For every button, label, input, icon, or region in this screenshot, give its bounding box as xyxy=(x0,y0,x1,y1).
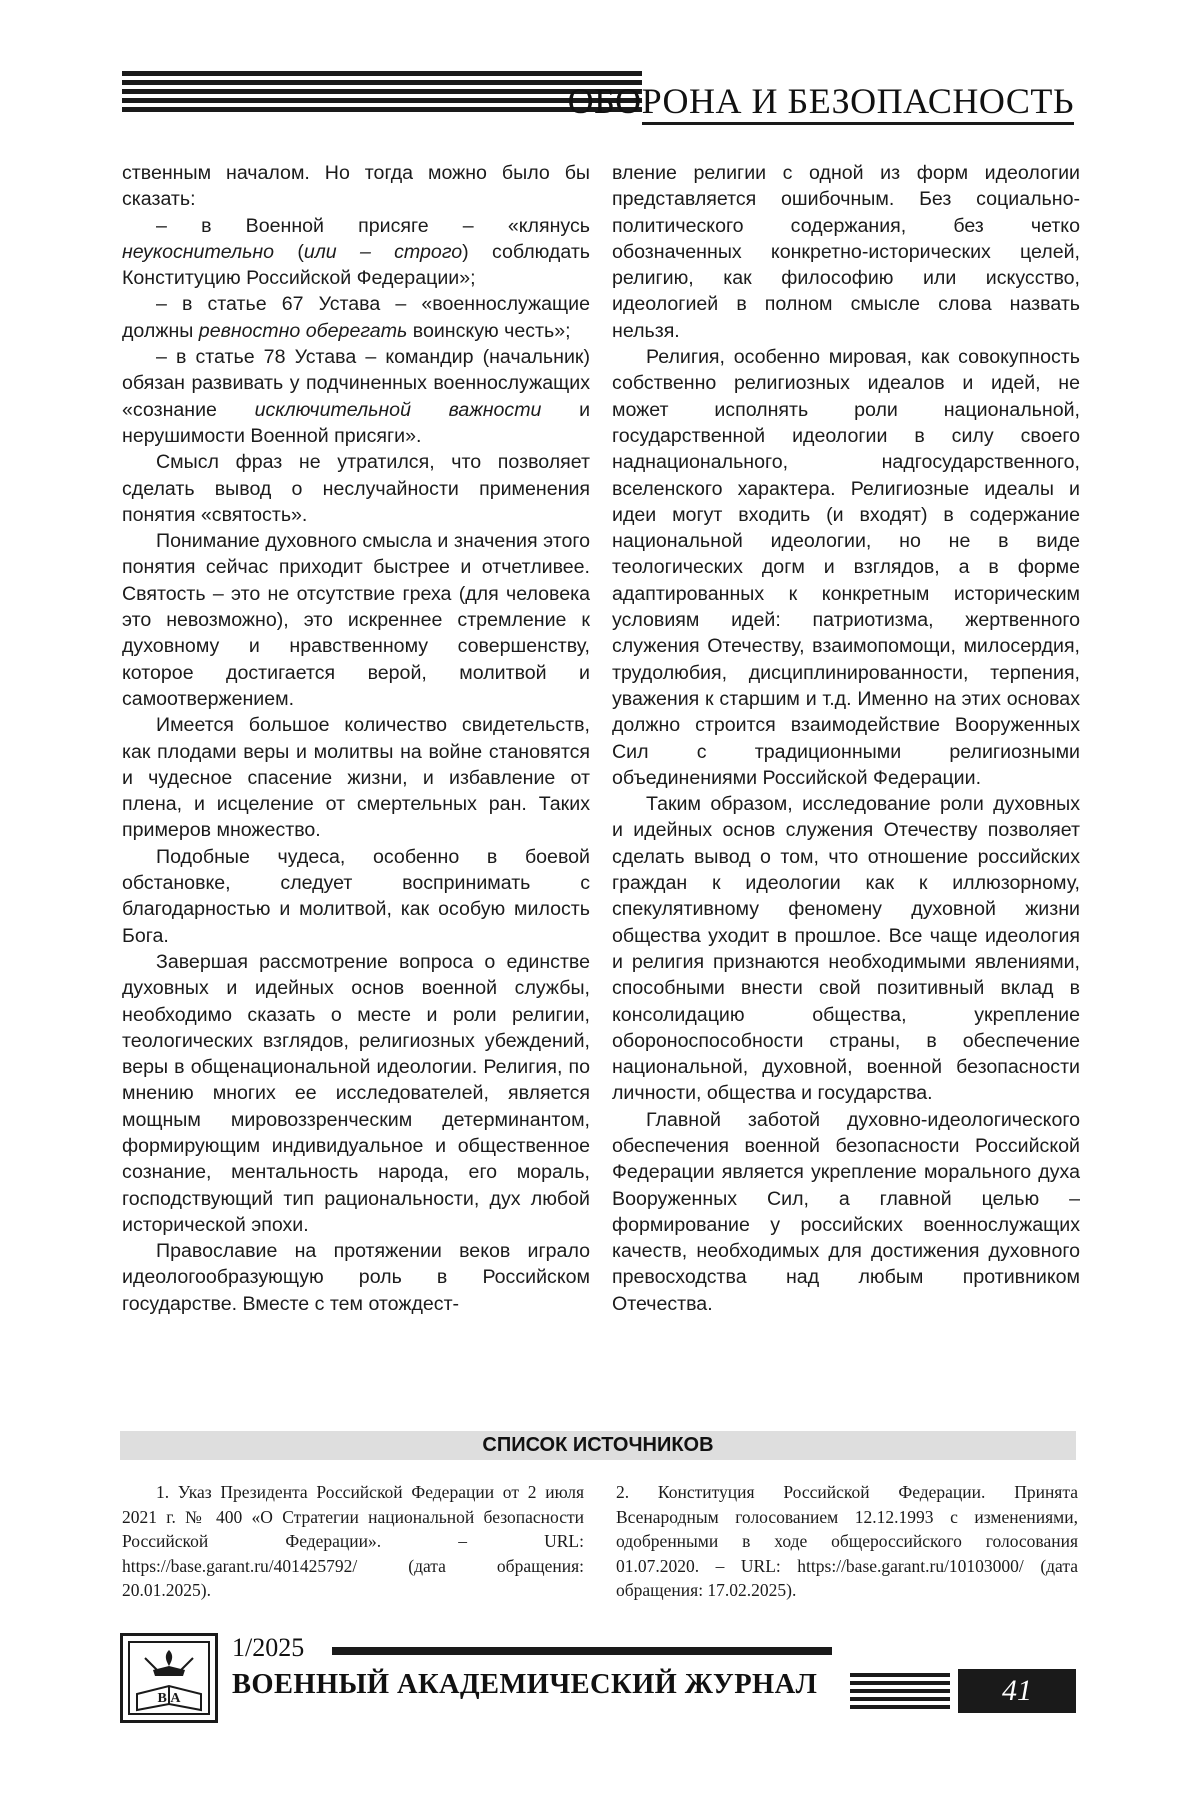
paragraph: Понимание духовного смысла и значения этого понятия сейчас приходит быстрее и отчетливее. Святость – это не отсутствие греха (для человека это невозможно), это искреннее стремление к духовному и нравственному совершенству, которое достигается верой, молитвой и самоотвержением. xyxy=(122,530,590,710)
header-decorative-lines xyxy=(122,71,642,116)
paragraph: Подобные чудеса, особенно в боевой обстановке, следует воспринимать с благодарностью и молитвой, как особую милость Бога. xyxy=(122,845,590,947)
paragraph: вление религии с одной из форм идеологии представляется ошибочным. Без социально-политического содержания, без четко обозначенных конкретно-исторических целей, религию, как философию или искусство, идеологией в полном смысле слова назвать нельзя. xyxy=(612,162,1080,342)
logo-letters: В А xyxy=(157,1691,181,1706)
paragraph: Имеется большое количество свидетельств, как плодами веры и молитвы на войне становятся и чудесное спасение жизни, и избавление от плена, и исцеление от смертельных ран. Таких примеров множество. xyxy=(122,714,590,842)
paragraph: Православие на протяжении веков играло идеологообразующую роль в Российском государстве. Вместе с тем отождест- xyxy=(122,1240,590,1315)
paragraph: Религия, особенно мировая, как совокупность собственно религиозных идеалов и идей, не может исполнять роли национальной, государственной идеологии в силу своего наднационального, надгосударственного, вселенского характера. Религиозные идеалы и идеи могут входить (и входят) в содержание национальной идеологии, но не в виде теологических догм и взглядов, а в форме адаптированных к конкретным историческим условиям идей: патриотизма, жертвенного служения Отечеству, взаимопомощи, милосердия, трудолюбия, дисциплинированности, терпения, уважения к старшим и т.д. Именно на этих основах должно строится взаимодействие Вооруженных Сил с традиционными религиозными объединениями Российской Федерации. xyxy=(612,346,1080,789)
page-footer xyxy=(120,1633,1076,1723)
paragraph: Таким образом, исследование роли духовных и идейных основ служения Отечеству позволяет сделать вывод о том, что отношение российских граждан к идеологии как к иллюзорному, спекулятивному феномену духовной жизни общества уходит в прошлое. Все чаще идеология и религия признаются необходимыми явлениями, способными внести свой позитивный вклад в консолидацию общества, укрепление обороноспособности страны, в обеспечение национальной, духовной, военной безопасности личности, общества и государства. xyxy=(612,793,1080,1105)
header-rule xyxy=(642,122,1074,125)
footer-rule xyxy=(332,1647,832,1655)
list-item-article-78: – в статье 78 Устава – командир (начальник) обязан развивать у подчиненных военнослужащих «сознание исключительной важности и нерушимости Военной присяги». xyxy=(122,346,591,447)
list-item-article-67: – в статье 67 Устава – «военнослужащие должны ревностно оберегать воинскую честь»; xyxy=(122,293,590,342)
book-lamp-icon xyxy=(123,1636,215,1720)
journal-name: ВОЕННЫЙ АКАДЕМИЧЕСКИЙ ЖУРНАЛ xyxy=(232,1669,818,1700)
paragraph: Главной заботой духовно-идеологического обеспечения военной безопасности Российской Федерации является укрепление морального духа Вооруженных Сил, а главной целью – формирование у российских военнослужащих качеств, необходимых для достижения духовного превосходства над любым противником Отечества. xyxy=(612,1108,1080,1315)
paragraph: ственным началом. Но тогда можно было бы сказать: xyxy=(122,162,590,211)
paragraph: Завершая рассмотрение вопроса о единстве духовных и идейных основ военной службы, необходимо сказать о месте и роли религии, теологических взглядов, религиозных убеждений, веры в общенациональной идеологии. Религия, по мнению многих ее исследователей, является мощным мировоззренческим детерминантом, формирующим индивидуальное и общественное сознание, ментальность народа, его мораль, господствующий тип рациональности, дух любой исторической эпохи. xyxy=(122,950,590,1236)
left-column xyxy=(122,160,590,1317)
footer-decorative-lines xyxy=(850,1673,950,1713)
paragraph: Смысл фраз не утратился, что позволяет сделать вывод о неслучайности применения понятия «святость». xyxy=(122,451,590,526)
journal-logo xyxy=(120,1633,218,1723)
right-column xyxy=(612,160,1080,1317)
page-number: 41 xyxy=(958,1669,1076,1713)
list-item-oath: – в Военной присяге – «клянусь неукоснительно (или – строго) соблюдать Конституцию Российской Федерации»; xyxy=(122,214,590,290)
sources-heading: СПИСОК ИСТОЧНИКОВ xyxy=(120,1431,1076,1460)
section-title: ОБОРОНА И БЕЗОПАСНОСТЬ xyxy=(567,81,1074,121)
source-item-2: 2. Конституция Российской Федерации. Принята Всенародным голосованием 12.12.1993 с изменениями, одобренными в ходе общероссийского голосования 01.07.2020. – URL: https://base.garant.ru/10103000/ (дата обращения: 17.02.2025). xyxy=(616,1482,1078,1600)
page-header xyxy=(122,68,1074,126)
source-item-1: 1. Указ Президента Российской Федерации от 2 июля 2021 г. № 400 «О Стратегии национальной безопасности Российской Федерации». – URL: https://base.garant.ru/401425792/ (дата обращения: 20.01.2025). xyxy=(122,1482,584,1600)
issue-number: 1/2025 xyxy=(232,1633,305,1662)
